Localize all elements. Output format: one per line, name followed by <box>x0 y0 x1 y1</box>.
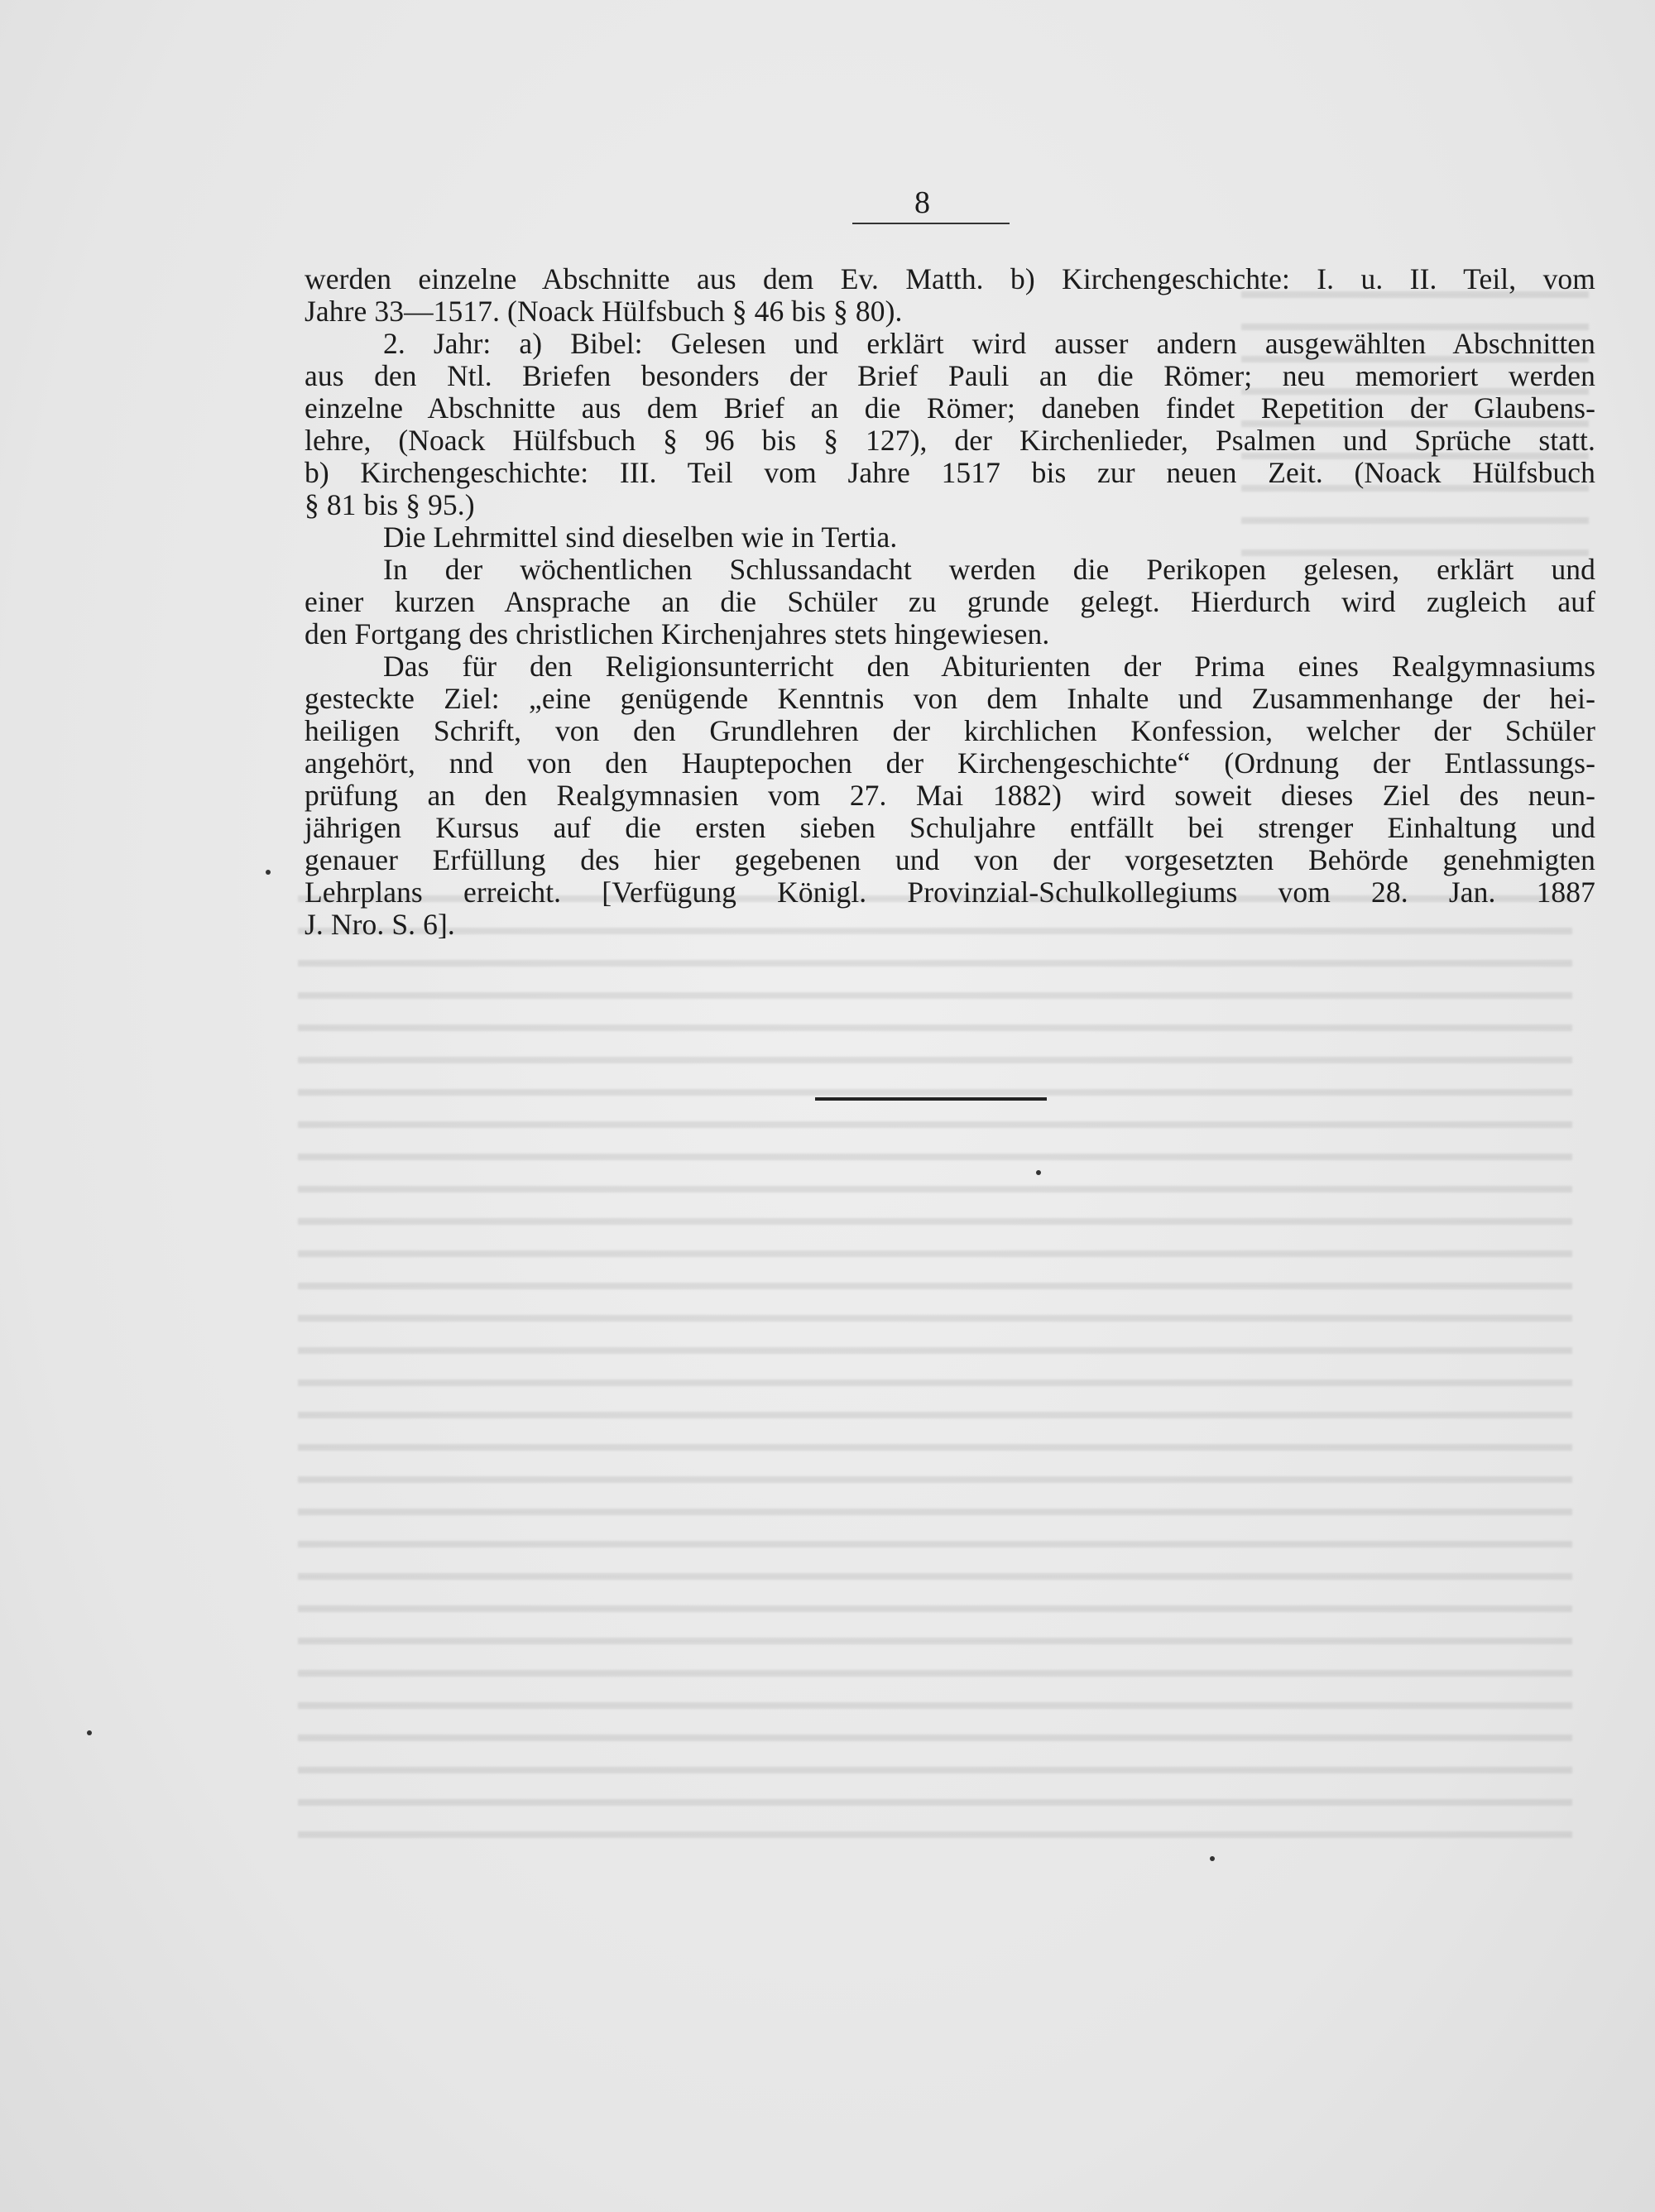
text-line: jährigen Kursus auf die ersten sieben Schuljahre entfällt bei strenger Einhaltung und <box>305 811 1595 844</box>
text-line: einzelne Abschnitte aus dem Brief an die Römer; daneben findet Repetition der Glaubens- <box>305 391 1595 425</box>
text-line: In der wöchentlichen Schlussandacht werden die Perikopen gelesen, erklärt und <box>383 553 1595 586</box>
speck <box>1210 1856 1215 1861</box>
text-line: aus den Ntl. Briefen besonders der Brief Pauli an die Römer; neu memoriert werden <box>305 359 1595 392</box>
text-line: 2. Jahr: a) Bibel: Gelesen und erklärt wird ausser andern ausgewählten Abschnitten <box>383 327 1595 360</box>
page-number: 8 <box>914 185 930 220</box>
body-text <box>305 263 1595 941</box>
text-line: b) Kirchengeschichte: III. Teil vom Jahre 1517 bis zur neuen Zeit. (Noack Hülfsbuch <box>305 456 1595 489</box>
text-line: Lehrplans erreicht. [Verfügung Königl. Provinzial-Schulkollegiums vom 28. Jan. 1887 <box>305 876 1595 909</box>
text-line: den Fortgang des christlichen Kirchenjahres stets hingewiesen. <box>305 617 1050 650</box>
text-line: lehre, (Noack Hülfsbuch § 96 bis § 127), der Kirchenlieder, Psalmen und Sprüche statt. <box>305 424 1595 457</box>
section-end-rule <box>815 1097 1047 1101</box>
text-line: J. Nro. S. 6]. <box>305 908 455 941</box>
text-line: Das für den Religionsunterricht den Abiturienten der Prima eines Realgymnasiums <box>383 650 1595 683</box>
text-line: prüfung an den Realgymnasien vom 27. Mai 1882) wird soweit dieses Ziel des neun- <box>305 779 1595 812</box>
text-line: gesteckte Ziel: „eine genügende Kenntnis von dem Inhalte und Zusammenhange der hei- <box>305 682 1595 715</box>
text-line: angehört, nnd von den Hauptepochen der Kirchengeschichte“ (Ordnung der Entlassungs- <box>305 746 1595 780</box>
bleed-through-lower <box>298 877 1572 1854</box>
text-line: Die Lehrmittel sind dieselben wie in Tertia. <box>383 521 898 554</box>
text-line: werden einzelne Abschnitte aus dem Ev. Matth. b) Kirchengeschichte: I. u. II. Teil, vom <box>305 262 1595 295</box>
text-line: genauer Erfüllung des hier gegebenen und von der vorgesetzten Behörde genehmigten <box>305 843 1595 876</box>
speck <box>87 1730 92 1735</box>
speck <box>1036 1170 1041 1175</box>
text-line: § 81 bis § 95.) <box>305 488 475 521</box>
header-rule <box>852 223 1010 224</box>
text-line: einer kurzen Ansprache an die Schüler zu grunde gelegt. Hierdurch wird zugleich auf <box>305 585 1595 618</box>
speck <box>266 870 271 875</box>
text-line: heiligen Schrift, von den Grundlehren der kirchlichen Konfession, welcher der Schüler <box>305 714 1595 747</box>
text-line: Jahre 33—1517. (Noack Hülfsbuch § 46 bis § 80). <box>305 295 903 328</box>
